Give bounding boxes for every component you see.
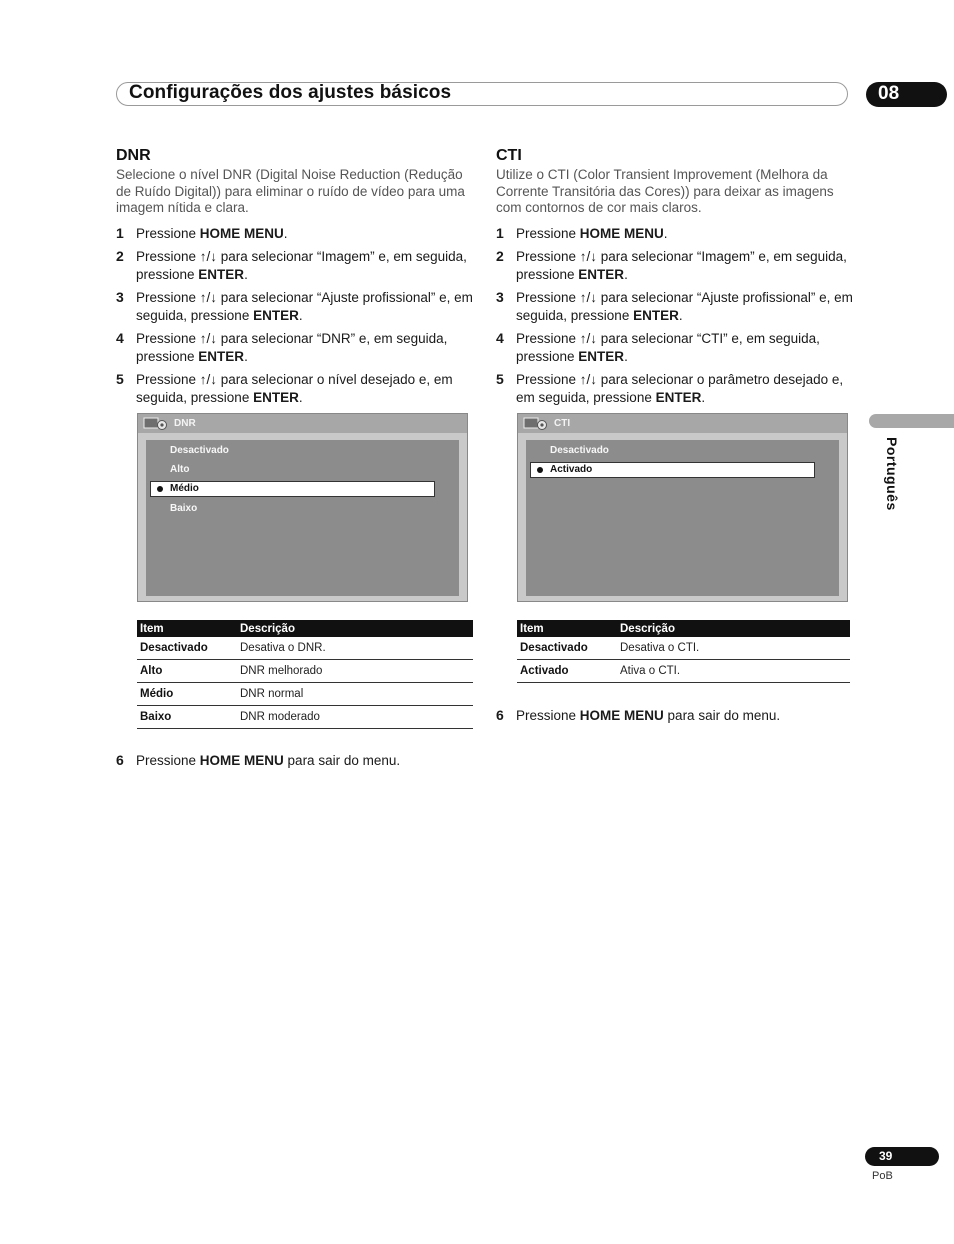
selected-dot-icon xyxy=(157,486,163,492)
chapter-number-badge: 08 xyxy=(866,82,947,107)
step-key: HOME MENU xyxy=(199,753,284,768)
step xyxy=(496,225,856,243)
step xyxy=(496,248,856,283)
dnr-steps xyxy=(116,225,476,407)
step-key: HOME MENU xyxy=(199,225,284,241)
osd-option[interactable]: Desactivado xyxy=(170,445,229,456)
table-cell: Desativa o CTI. xyxy=(617,637,850,660)
step-text: para sair do menu. xyxy=(283,753,401,768)
table-cell: Alto xyxy=(137,660,237,683)
osd-title-bar xyxy=(518,414,847,433)
table-cell: Médio xyxy=(137,683,237,706)
cti-title: CTI xyxy=(496,147,522,164)
column-header: Item xyxy=(517,620,617,637)
column-header: Descrição xyxy=(617,620,850,637)
step-key: ENTER xyxy=(578,266,625,282)
step-text: Pressione ↑/↓ para selecionar o nível desejado e, em seguida, pressione xyxy=(136,372,453,405)
step-text: Pressione ↑/↓ para selecionar o parâmetro desejado e, em seguida, pressione xyxy=(516,372,844,405)
dnr-intro: Selecione o nível DNR (Digital Noise Reduction (Redução de Ruído Digital)) para eliminar o ruído de vídeo para uma imagem nítida e clara. xyxy=(116,167,465,215)
step-number: 3 xyxy=(496,289,504,305)
page-number: 39 xyxy=(865,1147,939,1166)
step xyxy=(496,330,856,365)
step-key: HOME MENU xyxy=(579,708,664,723)
step-punct: . xyxy=(663,225,668,241)
step xyxy=(116,371,476,406)
step-text: Pressione ↑/↓ para selecionar “Imagem” e, em seguida, pressione xyxy=(136,249,467,282)
table-cell: Desactivado xyxy=(517,637,617,660)
table-row xyxy=(137,637,473,660)
table-row xyxy=(137,660,473,683)
step-number: 4 xyxy=(496,330,504,346)
step-punct: . xyxy=(244,266,248,282)
step-number: 5 xyxy=(496,371,504,387)
language-code: PoB xyxy=(872,1170,893,1182)
osd-option-label: Activado xyxy=(550,464,593,475)
step-key: HOME MENU xyxy=(579,225,664,241)
page-title: Configurações dos ajustes básicos xyxy=(129,82,452,103)
cti-osd-screen xyxy=(517,413,848,602)
step-punct: . xyxy=(244,348,248,364)
step-key: ENTER xyxy=(655,389,702,405)
table-row xyxy=(517,637,850,660)
table-cell: DNR normal xyxy=(237,683,473,706)
step-punct: . xyxy=(283,225,288,241)
step-punct: . xyxy=(624,266,628,282)
step-key: ENTER xyxy=(198,266,245,282)
step-number: 2 xyxy=(116,248,124,264)
step xyxy=(496,371,856,406)
step-text: Pressione ↑/↓ para selecionar “CTI” e, em seguida, pressione xyxy=(516,331,820,364)
chapter-header xyxy=(116,82,848,106)
step xyxy=(496,289,856,324)
cti-final-step xyxy=(496,707,856,725)
step-text: Pressione ↑/↓ para selecionar “Ajuste profissional” e, em seguida, pressione xyxy=(516,290,853,323)
cti-section xyxy=(496,146,856,412)
osd-title: DNR xyxy=(174,418,196,429)
table-cell: Activado xyxy=(517,660,617,683)
step-key: ENTER xyxy=(253,307,299,323)
step-punct: . xyxy=(624,348,628,364)
step-text: Pressione ↑/↓ para selecionar “DNR” e, em seguida, pressione xyxy=(136,331,448,364)
column-header: Item xyxy=(137,620,237,637)
step-number: 5 xyxy=(116,371,124,387)
osd-option[interactable]: Baixo xyxy=(170,503,198,514)
osd-panel xyxy=(146,440,459,596)
step xyxy=(116,248,476,283)
dnr-table xyxy=(137,620,473,729)
step-number: 4 xyxy=(116,330,124,346)
osd-option-label: Médio xyxy=(170,483,199,494)
step-key: ENTER xyxy=(198,348,245,364)
language-tab xyxy=(869,414,954,428)
step-number: 1 xyxy=(116,224,124,241)
step-text: Pressione xyxy=(136,753,200,768)
table-cell: DNR moderado xyxy=(237,706,473,729)
selected-dot-icon xyxy=(537,467,543,473)
table-row xyxy=(137,683,473,706)
table-cell: Desactivado xyxy=(137,637,237,660)
step-number: 2 xyxy=(496,248,504,264)
step xyxy=(116,330,476,365)
column-header: Descrição xyxy=(237,620,473,637)
step-text: Pressione ↑/↓ para selecionar “Imagem” e, em seguida, pressione xyxy=(516,249,847,282)
step-punct: . xyxy=(298,389,303,405)
step-punct: . xyxy=(678,307,683,323)
gear-icon xyxy=(523,416,550,431)
step-text: Pressione xyxy=(136,225,200,241)
dnr-final-step xyxy=(116,752,476,770)
osd-panel xyxy=(526,440,839,596)
cti-table xyxy=(517,620,850,683)
step-text: Pressione xyxy=(516,708,580,723)
step-number: 6 xyxy=(116,752,124,768)
step xyxy=(116,289,476,324)
step-punct: . xyxy=(298,307,303,323)
table-header xyxy=(137,620,473,637)
step-key: ENTER xyxy=(633,307,679,323)
step-text: para sair do menu. xyxy=(663,708,781,723)
osd-title-bar xyxy=(138,414,467,433)
osd-option[interactable]: Alto xyxy=(170,464,190,475)
table-header xyxy=(517,620,850,637)
table-row xyxy=(137,706,473,729)
dnr-title: DNR xyxy=(116,147,151,164)
cti-intro: Utilize o CTI (Color Transient Improvement (Melhora da Corrente Transitória das Cores)) para deixar as imagens com contornos de cor mais claros. xyxy=(496,167,834,215)
gear-icon xyxy=(143,416,170,431)
table-cell: Desativa o DNR. xyxy=(237,637,473,660)
step-key: ENTER xyxy=(578,348,625,364)
step-number: 6 xyxy=(496,707,504,723)
step-punct: . xyxy=(701,389,706,405)
cti-steps xyxy=(496,225,856,407)
osd-option-selected[interactable] xyxy=(530,462,815,478)
dnr-section xyxy=(116,146,476,412)
step-number: 3 xyxy=(116,289,124,305)
table-cell: DNR melhorado xyxy=(237,660,473,683)
step-text: Pressione ↑/↓ para selecionar “Ajuste profissional” e, em seguida, pressione xyxy=(136,290,473,323)
osd-option[interactable]: Desactivado xyxy=(550,445,609,456)
step xyxy=(116,225,476,243)
table-row xyxy=(517,660,850,683)
step-number: 1 xyxy=(496,224,504,241)
language-label: Português xyxy=(884,437,900,511)
dnr-osd-screen xyxy=(137,413,468,602)
osd-title: CTI xyxy=(554,418,571,429)
step-text: Pressione xyxy=(516,225,580,241)
step-key: ENTER xyxy=(253,389,299,405)
osd-option-selected[interactable] xyxy=(150,481,435,497)
table-cell: Ativa o CTI. xyxy=(617,660,850,683)
table-cell: Baixo xyxy=(137,706,237,729)
